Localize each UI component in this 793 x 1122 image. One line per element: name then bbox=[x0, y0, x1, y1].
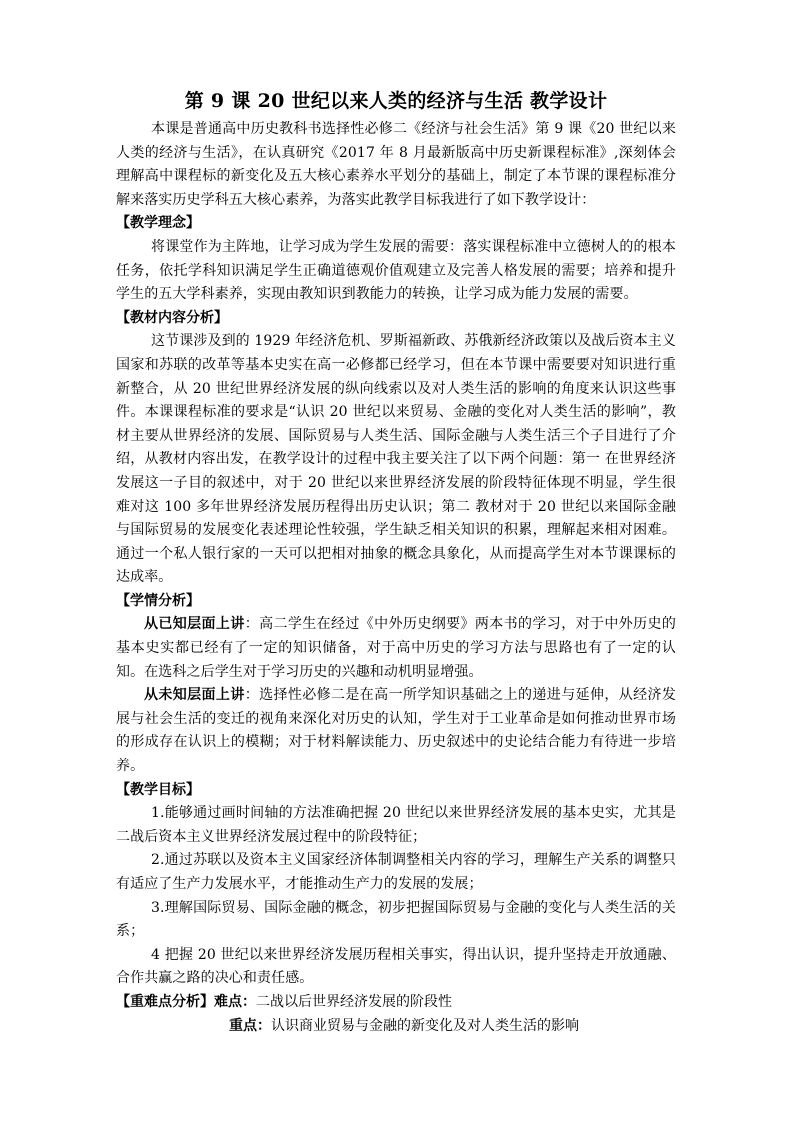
section-heading-philosophy: 【教学理念】 bbox=[116, 215, 200, 232]
textbook-paragraph: 这节课涉及到的 1929 年经济危机、罗斯福新政、苏俄新经济政策以及战后资本主义国家和苏联的改革等基本史实在高一必修都已经学习，但在本节课中需要要对知识进行重新整合，从 20 世纪世界经济发展的纵向线索以及对人类生活的影响的角度来认识这些事件。本课课程标准的要求是“认识 20 世纪以来贸易、金融的变化对人类生活的影响”，教材主要从世界经济的发展、国际贸易与人类生活、国际金融与人类生活三个子目进行了介绍，从教材内容出发，在教学设计的过程中我主要关注了以下两个问题：第一 在世界经济发展这一子目的叙述中，对于 20 世纪以来世界经济发展的阶段特征体现不明显，学生很难对这 100 多年世界经济发展历程得出历史认识；第二 教材对于 20 世纪以来国际金融与国际贸易的发展变化表述理论性较强，学生缺乏相关知识的积累，理解起来相对困难。通过一个私人银行家的一天可以把相对抽象的概念具象化，从而提高学生对本节课课标的达成率。 bbox=[116, 333, 676, 586]
difficult-label: 难点： bbox=[214, 993, 256, 1010]
learners-known-paragraph bbox=[116, 613, 676, 684]
key-text: 认识商业贸易与金融的新变化及对人类生活的影响 bbox=[271, 1017, 579, 1034]
learners-unknown-lead: 从未知层面上讲 bbox=[144, 687, 245, 704]
learners-known-lead: 从已知层面上讲 bbox=[144, 616, 245, 633]
section-heading-learners: 【学情分析】 bbox=[116, 592, 200, 609]
focus-difficult-line bbox=[116, 991, 676, 1015]
intro-paragraph: 本课是普通高中历史教科书选择性必修二《经济与社会生活》第 9 课《20 世纪以来人类的经济与生活》，在认真研究《2017 年 8 月最新版高中历史新课程标准》,深刻体会理解高中课程标的新变化及五大核心素养水平划分的基础上，制定了本节课的课程标准分解来落实历史学科五大核心素养，为落实此教学目标我进行了如下教学设计： bbox=[116, 121, 676, 208]
key-label: 重点： bbox=[229, 1017, 271, 1034]
learners-unknown-body: ：选择性必修二是在高一所学知识基础之上的递进与延伸，从经济发展与社会生活的变迁的视角来深化对历史的认知，学生对于工业革命是如何推动世界市场的形成存在认识上的模糊；对于材料解读能力、历史叙述中的史论结合能力有待进一步培养。 bbox=[116, 687, 676, 775]
philosophy-paragraph: 将课堂作为主阵地，让学习成为学生发展的需要：落实课程标准中立德树人的的根本任务，依托学科知识满足学生正确道德观价值观建立及完善人格发展的需要；培养和提升学生的五大学科素养，实现由教知识到教能力的转换，让学习成为能力发展的需要。 bbox=[116, 238, 676, 303]
document-page bbox=[116, 88, 676, 1038]
difficult-text: 二战以后世界经济发展的阶段性 bbox=[256, 993, 452, 1010]
focus-key-line bbox=[116, 1015, 676, 1039]
learners-known-body: ：高二学生在经过《中外历史纲要》两本书的学习，对于中外历史的基本史实都已经有了一定的知识储备，对于高中历史的学习方法与思路也有了一定的认知。在选科之后学生对于学习历史的兴趣和动机明显增强。 bbox=[116, 616, 676, 680]
document-title: 第 9 课 20 世纪以来人类的经济与生活 教学设计 bbox=[184, 90, 608, 112]
section-heading-textbook: 【教材内容分析】 bbox=[116, 309, 228, 326]
goal-item: 3.理解国际贸易、国际金融的概念，初步把握国际贸易与金融的变化与人类生活的关系； bbox=[116, 899, 676, 940]
goal-item: 1.能够通过画时间轴的方法准确把握 20 世纪以来世界经济发展的基本史实，尤其是二战后资本主义世界经济发展过程中的阶段特征； bbox=[116, 805, 676, 845]
section-heading-focus: 【重难点分析】 bbox=[116, 993, 214, 1010]
goal-item: 2.通过苏联以及资本主义国家经济体制调整相关内容的学习，理解生产关系的调整只有适应了生产力发展水平，才能推动生产力的发展的发展； bbox=[116, 852, 676, 892]
goal-item: 4 把握 20 世纪以来世界经济发展历程相关事实，得出认识，提升坚持走开放通融、合作共赢之路的决心和责任感。 bbox=[116, 946, 676, 987]
section-heading-goals: 【教学目标】 bbox=[116, 781, 200, 798]
learners-unknown-paragraph bbox=[116, 684, 676, 778]
